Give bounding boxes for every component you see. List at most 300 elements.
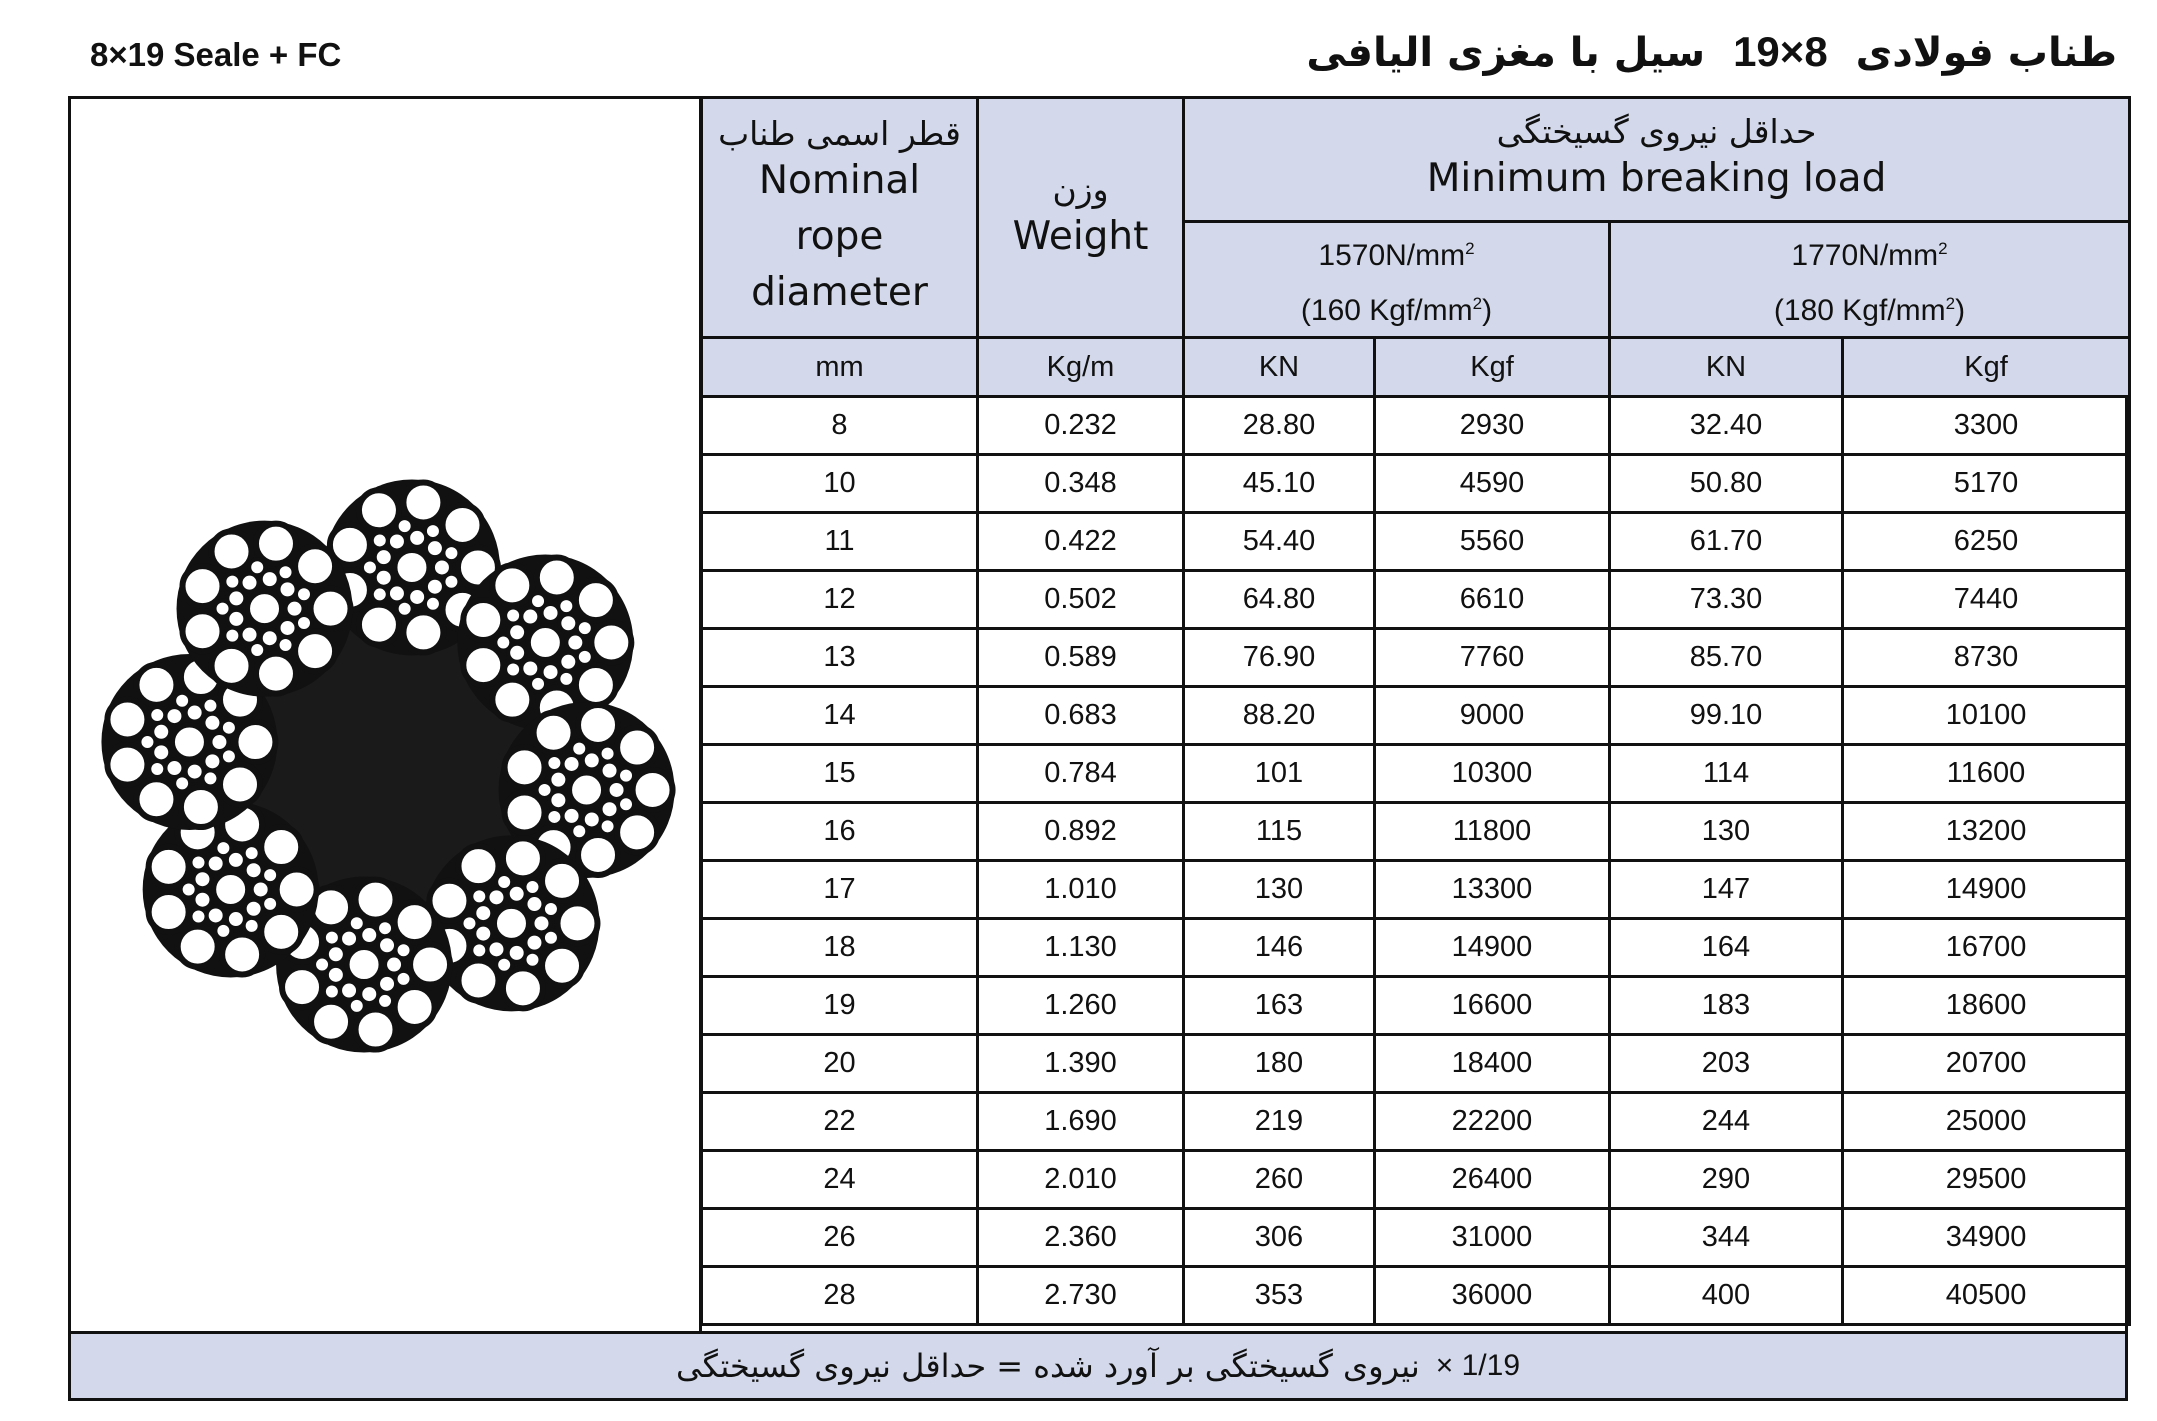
wire-circle [542,663,560,681]
wire-circle [210,733,228,751]
wire-circle [546,809,562,825]
wire-circle [186,763,204,781]
table-cell: 2930 [1375,397,1610,455]
table-cell: 244 [1610,1093,1843,1151]
table-cell: 54.40 [1184,513,1375,571]
wire-circle [152,723,170,741]
wire-circle [633,770,673,810]
table-cell: 18400 [1375,1035,1610,1093]
table-cell: 11 [702,513,978,571]
wire-circle [181,787,221,827]
unit-cell: KN [1610,338,1843,397]
table-cell: 32.40 [1610,397,1843,455]
wire-circle [471,942,487,958]
wire-circle [165,759,183,777]
table-cell: 13200 [1843,803,2130,861]
wire-circle [583,810,601,828]
table-cell: 353 [1184,1267,1375,1325]
wire-circle [542,946,582,986]
wire-circle [583,751,601,769]
rope-cross-section-cell [68,96,702,1334]
header-mbl-fa: حداقل نیروی گسیختگی [1496,112,1817,151]
wire-circle [375,569,393,587]
wire-circle [136,665,176,705]
wire-circle [410,945,450,985]
table-cell: 1.010 [978,861,1184,919]
table-row [702,1035,2130,1093]
table-cell: 99.10 [1610,687,1843,745]
unit-cell: Kg/m [978,338,1184,397]
wire-circle [378,936,396,954]
wire-circle [190,908,206,924]
table-cell: 11600 [1843,745,2130,803]
wire-circle [601,762,619,780]
wire-circle [149,761,165,777]
wire-circle [566,634,584,652]
table-cell: 1.130 [978,919,1184,977]
wire-circle [487,888,505,906]
table-cell: 5560 [1375,513,1610,571]
wire-circle [474,904,492,922]
wire-circle [136,779,176,819]
wire-circle [252,880,270,898]
table-cell: 147 [1610,861,1843,919]
wire-circle [458,960,498,1000]
wire-circle [295,631,335,671]
wire-circle [388,532,406,550]
wire-circle [549,771,567,789]
wire-circle [395,902,435,942]
rope-cross-section-image [88,466,688,1066]
wire-circle [617,812,657,852]
table-cell: 18 [702,919,978,977]
table-cell: 61.70 [1610,513,1843,571]
wire-circle [245,861,263,879]
wire-circle [508,944,526,962]
grade-1570-close: ) [1482,293,1493,327]
table-cell: 88.20 [1184,687,1375,745]
wire-circle [178,927,218,967]
table-cell: 13 [702,629,978,687]
table-cell: 24 [702,1151,978,1209]
wire-circle [149,892,189,932]
wire-circle [505,793,545,833]
units-row [702,338,2130,397]
wire-circle [245,900,263,918]
wire-circle [534,713,574,753]
wire-circle [372,532,388,548]
table-cell: 114 [1610,745,1843,803]
wire-circle [356,1010,396,1050]
wire-circle [107,745,147,785]
grade-1570-strength: 1570N/mm [1318,238,1466,272]
wire-circle [505,662,521,678]
wire-circle [311,1002,351,1042]
wire-circle [295,546,335,586]
table-cell: 18600 [1843,977,2130,1035]
table-cell: 6610 [1375,571,1610,629]
wire-circle [528,626,562,660]
header-grade-1770 [1610,222,2130,338]
wire-circle [408,588,426,606]
wire-circle [222,934,262,974]
wire-circle [347,948,381,982]
table-row [702,745,2130,803]
wire-circle [241,574,259,592]
wire-circle [542,604,560,622]
table-cell: 36000 [1375,1267,1610,1325]
wire-circle [183,611,223,651]
wire-circle [324,984,340,1000]
wire-circle [601,800,619,818]
table-cell: 7760 [1375,629,1610,687]
wire-circle [570,773,604,807]
table-cell: 13300 [1375,861,1610,919]
table-cell: 45.10 [1184,455,1375,513]
grade-1770-strength: 1770N/mm [1791,238,1939,272]
wire-circle [608,781,626,799]
unit-cell: Kgf [1375,338,1610,397]
header-diameter-fa: قطر اسمی طناب [718,114,961,153]
wire-circle [207,906,225,924]
table-cell: 203 [1610,1035,1843,1093]
wire-circle [224,574,240,590]
wire-circle [563,807,581,825]
table-cell: 0.589 [978,629,1184,687]
table-row [702,1093,2130,1151]
table-cell: 10300 [1375,745,1610,803]
wire-circle [378,975,396,993]
wire-circle [212,532,252,572]
table-cell: 28 [702,1267,978,1325]
grade-1570-sup: 2 [1465,238,1475,258]
wire-circle [359,490,399,530]
wire-circle [505,747,545,787]
table-cell: 20700 [1843,1035,2130,1093]
table-cell: 130 [1610,803,1843,861]
wire-circle [261,912,301,952]
table-cell: 10 [702,455,978,513]
wire-circle [256,654,296,694]
wire-circle [505,608,521,624]
table-cell: 290 [1610,1151,1843,1209]
wire-circle [360,985,378,1003]
wire-circle [360,926,378,944]
wire-circle [503,968,543,1008]
table-cell: 22 [702,1093,978,1151]
table-cell: 6250 [1843,513,2130,571]
table-cell: 0.892 [978,803,1184,861]
grade-1570-kgf: (160 Kgf/mm [1300,293,1473,327]
unit-cell: KN [1184,338,1375,397]
footer-factor: × 1/19 [1435,1349,1521,1382]
wire-circle [521,660,539,678]
wire-circle [546,755,562,771]
wire-circle [375,548,393,566]
table-cell: 11800 [1375,803,1610,861]
wire-circle [403,612,443,652]
wire-circle [256,524,296,564]
wire-circle [203,752,221,770]
wire-circle [261,827,301,867]
table-cell: 219 [1184,1093,1375,1151]
wire-circle [235,722,275,762]
table-cell: 40500 [1843,1267,2130,1325]
wire-circle [183,566,223,606]
table-cell: 26400 [1375,1151,1610,1209]
wire-circle [559,653,577,671]
wire-circle [487,940,505,958]
wire-circle [107,699,147,739]
wire-circle [578,835,618,875]
table-cell: 400 [1610,1267,1843,1325]
wire-circle [186,704,204,722]
wire-circle [190,854,206,870]
table-cell: 0.232 [978,397,1184,455]
table-cell: 16700 [1843,919,2130,977]
table-cell: 3300 [1843,397,2130,455]
wire-circle [542,861,582,901]
wire-circle [474,925,492,943]
title-code: 8×19 [1733,28,1828,75]
wire-circle [492,680,532,720]
table-cell: 1.260 [978,977,1184,1035]
wire-circle [227,589,245,607]
wire-circle [356,880,396,920]
wire-circle [532,914,550,932]
table-cell: 9000 [1375,687,1610,745]
wire-circle [324,930,340,946]
wire-circle [433,558,451,576]
wire-circle [463,645,503,685]
table-cell: 164 [1610,919,1843,977]
table-cell: 64.80 [1184,571,1375,629]
wire-circle [193,870,211,888]
wire-circle [591,623,631,663]
table-row [702,1267,2130,1325]
wire-circle [311,589,351,629]
table-cell: 26 [702,1209,978,1267]
wire-circle [286,600,304,618]
table-cell: 50.80 [1610,455,1843,513]
header-diameter-en: Nominal rope diameter [751,158,928,315]
header-mbl [1184,98,2130,222]
wire-circle [227,910,245,928]
table-cell: 5170 [1843,455,2130,513]
table-cell: 14900 [1375,919,1610,977]
wire-circle [327,945,345,963]
spec-table [700,96,2131,1326]
table-row [702,803,2130,861]
wire-circle [492,565,532,605]
table-cell: 0.683 [978,687,1184,745]
table-cell: 1.690 [978,1093,1184,1151]
grade-1770-sup: 2 [1938,238,1948,258]
wire-circle [576,580,616,620]
header-weight-en: Weight [1012,214,1149,259]
wire-circle [388,584,406,602]
wire-circle [471,888,487,904]
table-cell: 16 [702,803,978,861]
wire-circle [212,646,252,686]
wire-circle [385,956,403,974]
table-cell: 2.010 [978,1151,1184,1209]
table-cell: 14900 [1843,861,2130,919]
table-cell: 17 [702,861,978,919]
table-row [702,919,2130,977]
table-cell: 76.90 [1184,629,1375,687]
table-row [702,977,2130,1035]
wire-circle [261,570,279,588]
table-cell: 2.730 [978,1267,1184,1325]
grade-1570-kgf-sup: 2 [1472,293,1483,313]
table-cell: 14 [702,687,978,745]
table-cell: 101 [1184,745,1375,803]
title-fa-before: طناب فولادی [1855,30,2117,76]
table-cell: 2.360 [978,1209,1184,1267]
table-cell: 34900 [1843,1209,2130,1267]
table-cell: 8 [702,397,978,455]
unit-cell: Kgf [1843,338,2130,397]
wire-circle [617,728,657,768]
wire-circle [279,619,297,637]
wire-circle [248,592,282,626]
header-mbl-en: Minimum breaking load [1426,156,1887,201]
table-cell: 0.502 [978,571,1184,629]
unit-cell: mm [702,338,978,397]
table-cell: 183 [1610,977,1843,1035]
wire-circle [277,869,317,909]
table-cell: 306 [1184,1209,1375,1267]
footer-formula-text: نیروی گسیختگی بر آورد شده = حداقل نیروی گسیختگی [675,1347,1420,1385]
wire-circle [224,628,240,644]
title-fa-after: سیل با مغزی الیافی [1306,30,1706,76]
table-cell: 163 [1184,977,1375,1035]
wire-circle [340,982,358,1000]
wire-circle [537,558,577,598]
grade-1770-kgf-sup: 2 [1945,293,1956,313]
wire-circle [282,967,322,1007]
wire-circle [327,966,345,984]
table-row [702,571,2130,629]
header-weight [978,98,1184,338]
table-cell: 85.70 [1610,629,1843,687]
rope-code-label: 8×19 Seale + FC [90,36,342,73]
wire-circle [494,906,528,940]
footer-formula [68,1331,2128,1401]
wire-circle [559,614,577,632]
wire-circle [549,791,567,809]
wire-circle [241,626,259,644]
wire-circle [443,505,483,545]
header-weight-fa: وزن [1052,170,1109,209]
wire-circle [165,707,183,725]
table-cell: 8730 [1843,629,2130,687]
table-cell: 4590 [1375,455,1610,513]
table-row [702,1151,2130,1209]
wire-circle [220,764,260,804]
wire-circle [408,529,426,547]
wire-circle [172,725,206,759]
table-cell: 12 [702,571,978,629]
table-cell: 15 [702,745,978,803]
header-diameter [702,98,978,338]
table-cell: 31000 [1375,1209,1610,1267]
wire-circle [203,714,221,732]
table-cell: 180 [1184,1035,1375,1093]
wire-circle [525,934,543,952]
wire-circle [395,550,429,584]
wire-circle [227,851,245,869]
wire-circle [508,623,526,641]
wire-circle [576,665,616,705]
table-cell: 28.80 [1184,397,1375,455]
table-cell: 16600 [1375,977,1610,1035]
grade-1770-kgf: (180 Kgf/mm [1773,293,1946,327]
table-row [702,861,2130,919]
table-row [702,1209,2130,1267]
wire-circle [503,838,543,878]
wire-circle [403,482,443,522]
wire-circle [426,539,444,557]
table-row [702,397,2130,455]
wire-circle [458,846,498,886]
wire-circle [193,891,211,909]
wire-circle [340,930,358,948]
table-row [702,629,2130,687]
wire-circle [214,872,248,906]
table-cell: 146 [1184,919,1375,977]
table-row [702,513,2130,571]
wire-circle [557,903,597,943]
wire-circle [372,586,388,602]
wire-circle [578,705,618,745]
wire-circle [525,895,543,913]
wire-circle [395,987,435,1027]
table-cell: 22200 [1375,1093,1610,1151]
wire-circle [227,610,245,628]
wire-circle [463,600,503,640]
wire-circle [152,743,170,761]
wire-circle [261,629,279,647]
wire-circle [563,755,581,773]
table-cell: 10100 [1843,687,2130,745]
wire-circle [508,885,526,903]
table-cell: 344 [1610,1209,1843,1267]
table-cell: 73.30 [1610,571,1843,629]
table-cell: 0.784 [978,745,1184,803]
wire-circle [521,608,539,626]
table-cell: 115 [1184,803,1375,861]
table-cell: 19 [702,977,978,1035]
page-title [1306,28,2117,76]
table-cell: 260 [1184,1151,1375,1209]
table-cell: 0.422 [978,513,1184,571]
wire-circle [508,644,526,662]
wire-circle [279,580,297,598]
wire-circle [149,707,165,723]
table-cell: 7440 [1843,571,2130,629]
wire-circle [149,847,189,887]
table-row [702,687,2130,745]
table-row [702,455,2130,513]
header-grade-1570 [1184,222,1610,338]
table-cell: 130 [1184,861,1375,919]
wire-circle [426,578,444,596]
table-cell: 0.348 [978,455,1184,513]
wire-circle [207,854,225,872]
wire-circle [359,605,399,645]
